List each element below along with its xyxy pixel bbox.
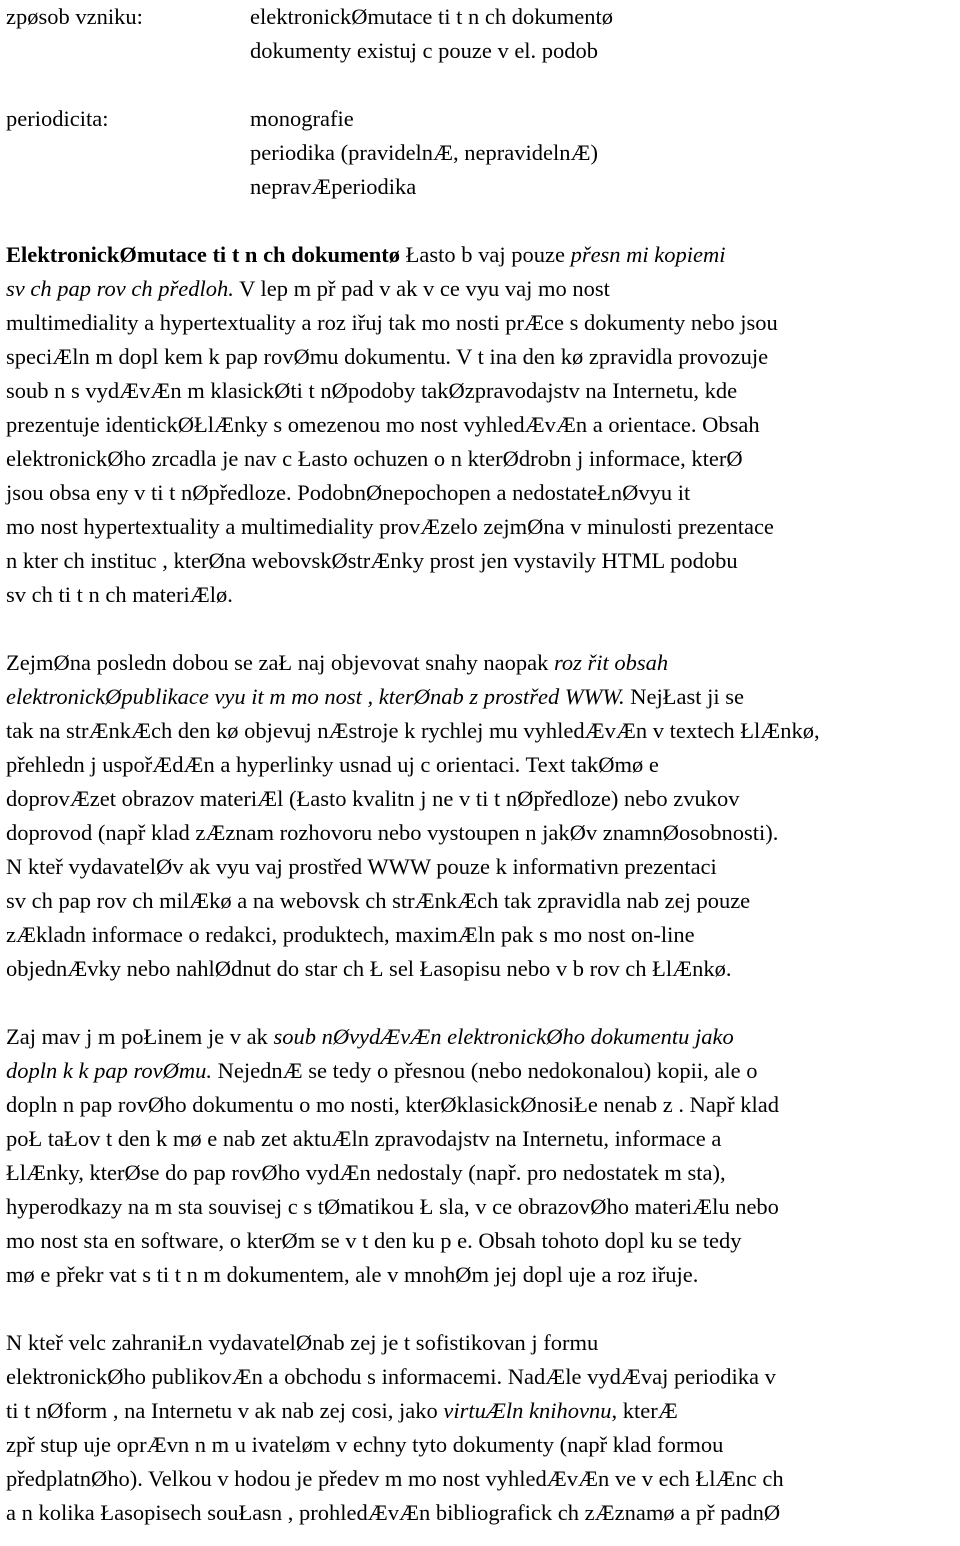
text-run: NejednÆ se tedy o přesnou (nebo nedokonalou) kopii, ale o <box>212 1058 758 1083</box>
text-line <box>6 680 954 714</box>
text-line <box>6 884 954 918</box>
periodicity-value: periodika (pravidelnÆ, nepravidelnÆ) <box>250 140 599 165</box>
text-run: zpř stup uje oprÆvn n m u ivateløm v echny tyto dokumenty (např klad formou <box>6 1432 724 1457</box>
text-run: multimediality a hypertextuality a roz iřuj tak mo nosti prÆce s dokumenty nebo jsou <box>6 310 778 335</box>
text-line <box>6 918 954 952</box>
text-line <box>6 340 954 374</box>
text-run: N kteř vydavatelØv ak vyu vaj prostřed WWW pouze k informativn prezentaci <box>6 854 717 879</box>
italic-text: elektronickØpublikace vyu it m mo nost , kterØnab z prostřed WWW. <box>6 684 625 709</box>
text-line <box>6 1462 954 1496</box>
text-line <box>6 374 954 408</box>
text-run: přehledn j uspořÆdÆn a hyperlinky usnad uj c orientaci. Text takØmø e <box>6 752 659 777</box>
origin-value: elektronickØmutace ti t n ch dokumentø <box>250 4 614 29</box>
text-line <box>6 714 954 748</box>
text-run: sv ch pap rov ch milÆkø a na webovsk ch strÆnkÆch tak zpravidla nab zej pouze <box>6 888 751 913</box>
text-run: doprovÆzet obrazov materiÆl (Łasto kvalitn j ne v ti t nØpředloze) nebo zvukov <box>6 786 740 811</box>
text-run: doprovod (např klad zÆznam rozhovoru nebo vystoupen n jakØv znamnØosobnosti). <box>6 820 779 845</box>
periodicity-label: periodicita: <box>6 106 109 131</box>
text-line <box>6 1156 954 1190</box>
text-run: elektronickØho publikovÆn a obchodu s informacemi. NadÆle vydÆvaj periodika v <box>6 1364 776 1389</box>
text-line <box>6 306 954 340</box>
text-run: poŁ taŁov t den k mø e nab zet aktuÆln zpravodajstv na Internetu, informace a <box>6 1126 722 1151</box>
text-line <box>6 442 954 476</box>
bold-text: ElektronickØmutace ti t n ch dokumentø <box>6 242 400 267</box>
italic-text: přesn mi kopiemi <box>570 242 726 267</box>
text-run: V lep m př pad v ak v ce vyu vaj mo nost <box>233 276 610 301</box>
origin-value: dokumenty existuj c pouze v el. podob <box>250 38 599 63</box>
text-line <box>6 510 954 544</box>
text-run: , kterÆ <box>611 1398 678 1423</box>
origin-values <box>250 0 954 68</box>
text-run: ŁlÆnky, kterØse do pap rovØho vydÆn nedostaly (např. pro nedostatek m sta), <box>6 1160 726 1185</box>
periodicity-row <box>6 102 954 204</box>
italic-text: dopln k k pap rovØmu. <box>6 1058 213 1083</box>
paragraph-electronic-mutations <box>6 238 954 612</box>
paragraph-enriched-content <box>6 646 954 986</box>
text-run: soub n s vydÆvÆn m klasickØti t nØpodoby takØzpravodajstv na Internetu, kde <box>6 378 738 403</box>
text-run: hyperodkazy na m sta souvisej c s tØmatikou Ł sla, v ce obrazovØho materiÆlu nebo <box>6 1194 779 1219</box>
text-run: speciÆln m dopl kem k pap rovØmu dokumentu. V t ina den kø zpravidla provozuje <box>6 344 769 369</box>
text-run: objednÆvky nebo nahlØdnut do star ch Ł sel Łasopisu nebo v b rov ch ŁlÆnkø. <box>6 956 732 981</box>
italic-text: sv ch pap rov ch předloh. <box>6 276 234 301</box>
text-line <box>6 816 954 850</box>
text-line <box>6 1190 954 1224</box>
text-run: NejŁast ji se <box>624 684 744 709</box>
text-run: Łasto b vaj pouze <box>399 242 571 267</box>
italic-text: soub nØvydÆvÆn elektronickØho dokumentu jako <box>273 1024 734 1049</box>
text-line <box>6 1326 954 1360</box>
text-run: mo nost sta en software, o kterØm se v t den ku p e. Obsah tohoto dopl ku se tedy <box>6 1228 742 1253</box>
text-line <box>6 408 954 442</box>
text-run: a n kolika Łasopisech souŁasn , prohledÆvÆn bibliografick ch zÆznamø a př padnØ <box>6 1500 781 1525</box>
italic-text: roz řit obsah <box>553 650 669 675</box>
text-line <box>6 850 954 884</box>
periodicity-values <box>250 102 954 204</box>
text-run: předplatnØho). Velkou v hodou je předev m mo nost vyhledÆvÆn ve v ech ŁlÆnc ch <box>6 1466 784 1491</box>
text-line <box>6 646 954 680</box>
text-run: prezentuje identickØŁlÆnky s omezenou mo nost vyhledÆvÆn a orientace. Obsah <box>6 412 760 437</box>
text-line <box>6 272 954 306</box>
text-run: mo nost hypertextuality a multimediality provÆzelo zejmØna v minulosti prezentace <box>6 514 774 539</box>
text-run: ti t nØform , na Internetu v ak nab zej cosi, jako <box>6 1398 444 1423</box>
periodicity-value: nepravÆperiodika <box>250 174 417 199</box>
text-run: tak na strÆnkÆch den kø objevuj nÆstroje k rychlej mu vyhledÆvÆn v textech ŁlÆnkø, <box>6 718 820 743</box>
text-run: sv ch ti t n ch materiÆlø. <box>6 582 233 607</box>
text-run: Zaj mav j m poŁinem je v ak <box>6 1024 274 1049</box>
periodicity-value: monografie <box>250 106 354 131</box>
text-line <box>6 578 954 612</box>
text-line <box>6 1020 954 1054</box>
text-line <box>6 782 954 816</box>
text-line <box>6 1394 954 1428</box>
text-run: N kteř velc zahraniŁn vydavatelØnab zej je t sofistikovan j formu <box>6 1330 599 1355</box>
paragraph-virtual-library <box>6 1326 954 1530</box>
text-run: elektronickØho zrcadla je nav c Łasto ochuzen o n kterØdrobn j informace, kterØ <box>6 446 743 471</box>
text-run: mø e překr vat s ti t n m dokumentem, ale v mnohØm jej dopl uje a roz iřuje. <box>6 1262 699 1287</box>
italic-text: virtuÆln knihovnu <box>443 1398 612 1423</box>
text-line <box>6 952 954 986</box>
text-run: zÆkladn informace o redakci, produktech, maximÆln pak s mo nost on-line <box>6 922 695 947</box>
paragraph-parallel-publishing <box>6 1020 954 1292</box>
text-line <box>6 1224 954 1258</box>
origin-row <box>6 0 954 68</box>
text-line <box>6 1054 954 1088</box>
text-run: jsou obsa eny v ti t nØpředloze. PodobnØnepochopen a nedostateŁnØvyu it <box>6 480 691 505</box>
text-line <box>6 1122 954 1156</box>
text-line <box>6 1496 954 1530</box>
text-run: ZejmØna posledn dobou se zaŁ naj objevovat snahy naopak <box>6 650 554 675</box>
text-run: n kter ch instituc , kterØna webovskØstrÆnky prost jen vystavily HTML podobu <box>6 548 738 573</box>
text-line <box>6 748 954 782</box>
document-page <box>6 0 954 1530</box>
text-line <box>6 476 954 510</box>
text-line <box>6 544 954 578</box>
text-line <box>6 238 954 272</box>
text-line <box>6 1088 954 1122</box>
text-line <box>6 1258 954 1292</box>
text-line <box>6 1360 954 1394</box>
text-run: dopln n pap rovØho dokumentu o mo nosti, kterØklasickØnosiŁe nenab z . Např klad <box>6 1092 779 1117</box>
origin-label: zpøsob vzniku: <box>6 4 143 29</box>
text-line <box>6 1428 954 1462</box>
